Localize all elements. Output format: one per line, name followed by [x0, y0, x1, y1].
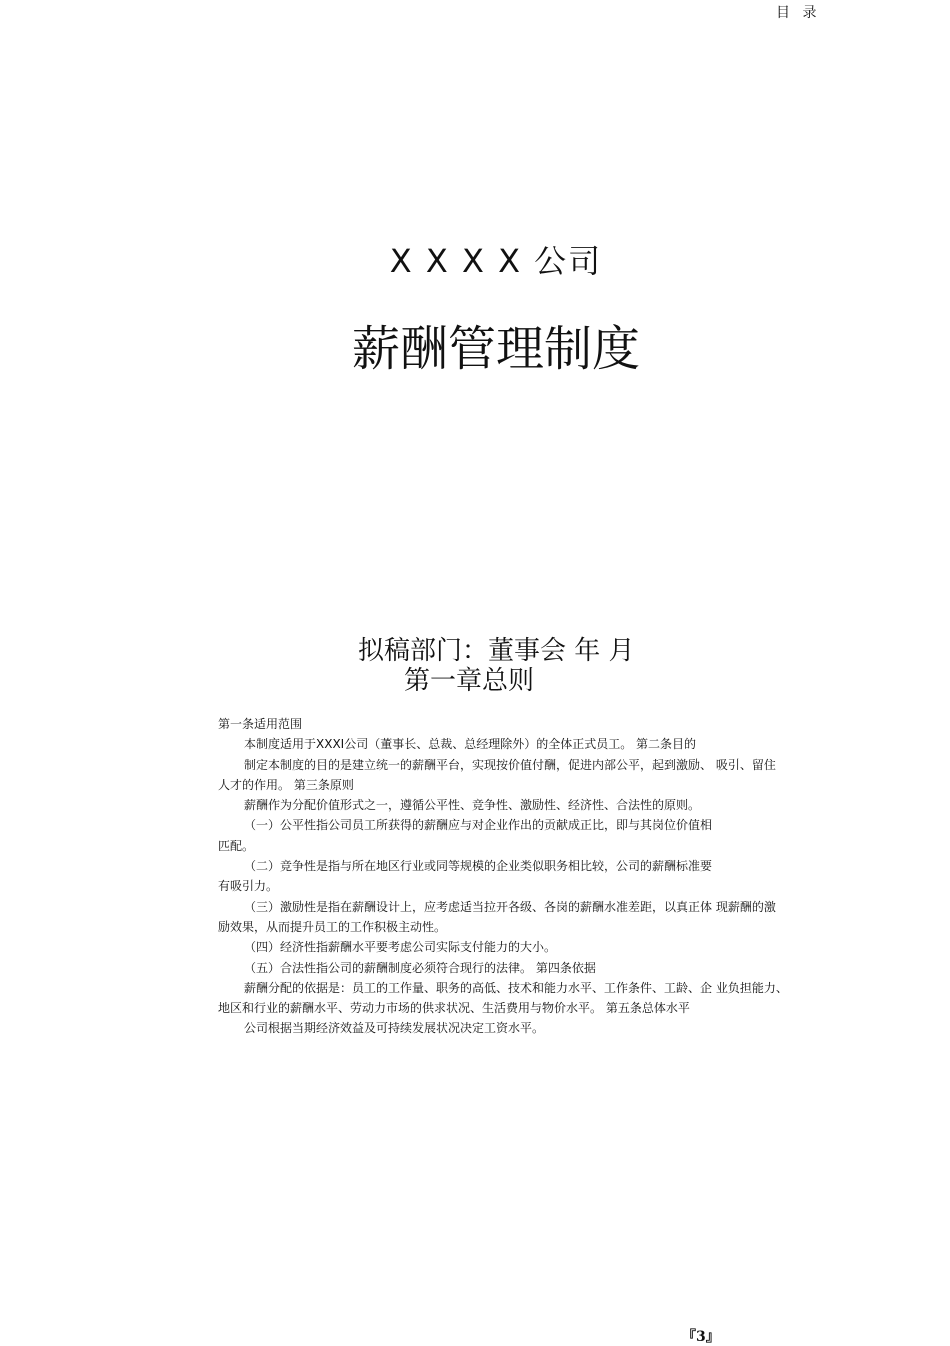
body-line: （二）竞争性是指与所在地区行业或同等规模的企业类似职务相比较，公司的薪酬标准要: [244, 859, 713, 874]
chapter-body: [218, 714, 798, 1039]
body-line: （三）激励性是指在薪酬设计上，应考虑适当拉开各级、各岗的薪酬水准差距，以真正体 现薪酬的激: [244, 899, 776, 914]
body-line: （一）公平性指公司员工所获得的薪酬应与对企业作出的贡献成正比，即与其岗位价值相: [244, 818, 713, 833]
company-title: X X X X 公司: [389, 242, 603, 280]
body-line: 薪酬作为分配价值形式之一，遵循公平性、竞争性、激励性、经济性、合法性的原则。: [244, 798, 701, 813]
body-line: 匹配。: [218, 838, 255, 853]
drafting-department-line: 拟稿部门：董事会 年 月: [358, 636, 635, 666]
body-line: （五）合法性指公司的薪酬制度必须符合现行的法律。 第四条依据: [244, 960, 596, 975]
body-line: 制定本制度的目的是建立统一的薪酬平台，实现按价值付酬，促进内部公平，起到激励、 吸引、留住: [244, 757, 776, 772]
body-line: （四）经济性指薪酬水平要考虑公司实际支付能力的大小。: [244, 940, 557, 955]
page-number: 『3』: [682, 1329, 720, 1345]
body-line: 第一条适用范围: [218, 717, 303, 731]
body-line: 励效果，从而提升员工的工作积极主动性。: [218, 919, 447, 934]
body-line: 人才的作用。 第三条原则: [218, 777, 354, 792]
body-line: 地区和行业的薪酬水平、劳动力市场的供求状况、生活费用与物价水平。 第五条总体水平: [218, 1001, 690, 1016]
body-line: 本制度适用于XXXI公司（董事长、总裁、总经理除外）的全体正式员工。 第二条目的: [244, 737, 697, 752]
body-line: 公司根据当期经济效益及可持续发展状况决定工资水平。: [244, 1021, 545, 1036]
toc-label: 目 录: [776, 5, 821, 21]
chapter-title: 第一章总则: [404, 666, 535, 696]
document-title: 薪酬管理制度: [351, 321, 640, 377]
body-line: 薪酬分配的依据是：员工的工作量、职务的高低、技术和能力水平、工作条件、工龄、企 业负担能力、: [244, 980, 788, 995]
body-line: 有吸引力。: [218, 879, 279, 894]
